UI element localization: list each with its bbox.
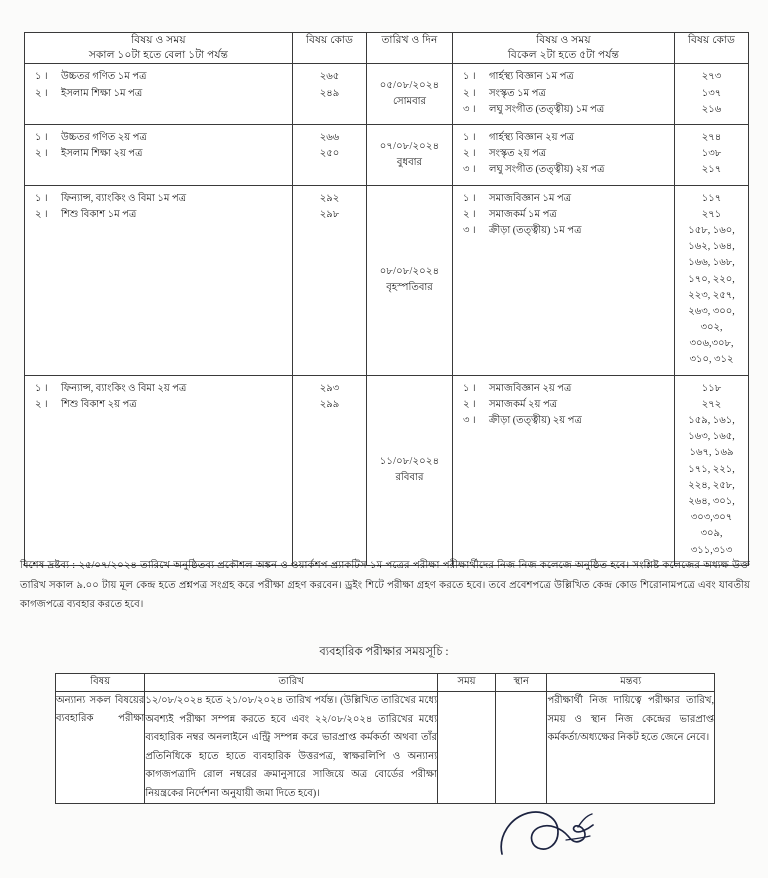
code-value: ২৭২ <box>701 398 722 410</box>
item-label: উচ্চতর গণিত ১ম পত্র <box>61 71 147 83</box>
table-row <box>25 64 749 125</box>
item-number: ২ । <box>463 148 476 160</box>
routine-table-container <box>24 32 748 566</box>
afternoon-subject-cell <box>453 185 675 375</box>
item-number: ২ । <box>463 87 476 99</box>
code-value: ১৬৩, ১৬৫, <box>688 431 735 443</box>
code-value: ২১৭ <box>701 164 722 176</box>
list-item <box>459 207 670 223</box>
list-item <box>459 102 670 118</box>
afternoon-subject-list <box>453 125 674 185</box>
morning-subject-cell <box>25 375 293 565</box>
code-value: ২৭৪ <box>701 132 722 143</box>
code-value: ২৭১ <box>701 208 722 220</box>
item-number: ৩ । <box>463 415 476 426</box>
morning-subject-cell <box>25 64 293 125</box>
date-cell <box>367 125 453 186</box>
morning-subject-list <box>25 376 292 419</box>
practical-column-header-date: তারিখ <box>145 674 438 692</box>
afternoon-code-cell <box>675 125 749 186</box>
item-number: ১ । <box>35 71 48 83</box>
code-value: ৩০৬,৩০৮, <box>689 338 734 350</box>
practical-remark-cell: পরীক্ষার্থী নিজ দায়িত্বে পরীক্ষার তারিখ, সময় ও স্থান নিজ কেন্দ্রের ভারপ্রাপ্ত কর্মকর্তা/অধ্যক্ষের নিকট হতে জেনে নেবে। <box>547 692 715 804</box>
code-value: ২৯২ <box>319 192 340 204</box>
morning-code-list <box>293 125 366 168</box>
item-label: লঘু সংগীত (তত্ত্বীয়) ২য় পত্র <box>489 164 605 176</box>
list-item <box>459 146 670 162</box>
afternoon-code-cell <box>675 64 749 125</box>
list-item <box>31 146 288 162</box>
afternoon-subject-list <box>453 376 674 436</box>
code-value: ২৬৩, ৩০০, <box>688 305 735 317</box>
exam-day: বুধবার <box>396 156 423 168</box>
item-label: সমাজকর্ম ১ম পত্র <box>489 208 557 220</box>
practical-exam-table <box>55 673 715 804</box>
afternoon-subject-list <box>453 64 674 124</box>
practical-date-cell: ১২/০৮/২০২৪ হতে ২১/০৮/২০২৪ তারিখ পর্যন্ত। (উল্লিখিত তারিখের মধ্যে অবশ্যই পরীক্ষা সম্পন্ন করতে হবে এবং ২২/০৮/২০২৪ তারিখের মধ্যে ব্যবহারিক নম্বর অনলাইনে এন্ট্রি সম্পন্ন করে ভারপ্রাপ্ত কর্মকর্তা অথবা তাঁর প্রতিনিধিকে হাতে হাতে ব্যবহারিক উত্তরপত্র, স্বাক্ষরলিপি ও অন্যান্য কাগজপত্রাদি রোল নম্বরের ক্রমানুসারে সাজিয়ে অত্র বোর্ডের পরীক্ষা নিয়ন্ত্রকের নির্দেশনা অনুযায়ী জমা দিতে হবে)। <box>145 692 438 804</box>
list-item <box>31 130 288 146</box>
table-row <box>56 692 715 804</box>
list-item <box>459 162 670 178</box>
item-number: ১ । <box>35 132 48 143</box>
code-value: ১৫৮, ১৬০, <box>688 224 735 236</box>
date-cell <box>367 375 453 565</box>
morning-code-cell <box>293 64 367 125</box>
practical-column-header-subject: বিষয় <box>56 674 145 692</box>
code-value: ২৯৮ <box>319 208 340 220</box>
afternoon-subject-cell <box>453 375 675 565</box>
item-label: ইসলাম শিক্ষা ১ম পত্র <box>61 87 143 99</box>
code-value: ২৬৫ <box>319 71 340 83</box>
morning-code-list <box>293 376 366 419</box>
afternoon-code-cell <box>675 185 749 375</box>
code-value: ৩১১,৩১৩ <box>690 544 733 556</box>
morning-header-line1: বিষয় ও সময় <box>131 35 186 46</box>
list-item <box>459 69 670 85</box>
code-value: ১৬৬, ১৬৮, <box>688 257 735 269</box>
item-number: ১ । <box>463 382 476 394</box>
list-item <box>31 191 288 207</box>
morning-subject-cell <box>25 125 293 186</box>
code-value: ৩০৯, <box>700 528 723 540</box>
exam-day: বৃহস্পতিবার <box>386 282 433 294</box>
list-item <box>31 207 288 223</box>
afternoon-subject-cell <box>453 64 675 125</box>
code-value: ২৬৪, ৩০১, <box>688 495 735 507</box>
column-header-date-day: তারিখ ও দিন <box>367 33 453 64</box>
item-number: ২ । <box>35 148 48 160</box>
code-value: ১১৭ <box>701 192 722 204</box>
code-value: ৩১০, ৩১২ <box>689 354 734 366</box>
exam-day: রবিবার <box>395 472 424 484</box>
item-label: সংস্কৃত ১ম পত্র <box>489 87 546 99</box>
item-label: ফিন্যান্স, ব্যাংকিং ও বিমা ২য় পত্র <box>61 382 187 394</box>
morning-code-cell <box>293 185 367 375</box>
afternoon-subject-list <box>453 186 674 246</box>
item-number: ২ । <box>463 398 476 410</box>
code-value: ২৭৩ <box>701 71 722 83</box>
afternoon-header-line2: বিকেল ২টা হতে ৫টা পর্যন্ত <box>507 50 620 62</box>
code-value: ২৬৬ <box>319 132 340 143</box>
routine-body <box>25 64 749 565</box>
item-label: লঘু সংগীত (তত্ত্বীয়) ১ম পত্র <box>489 103 605 115</box>
list-item <box>31 381 288 397</box>
date-cell <box>367 64 453 125</box>
column-header-afternoon-subject <box>453 33 675 64</box>
practical-column-header-remark: মন্তব্য <box>547 674 715 692</box>
special-note-paragraph: বিশেষ দ্রষ্টব্য : ২৫/০৭/২০২৪ তারিখে অনুষ্ঠিতব্য প্রকৌশল অঙ্কন ও ওয়ার্কশপ প্র্যাকটিস-১ম পত্রের পরীক্ষা পরীক্ষার্থীদের নিজ নিজ কলেজে অনুষ্ঠিত হবে। সংশ্লিষ্ট কলেজের অধ্যক্ষ উক্ত তারিখ সকাল ৯.০০ টায় মূল কেন্দ্র হতে প্রশ্নপত্র সংগ্রহ করে পরীক্ষা গ্রহণ করবেন। ড্রইং শিটে পরীক্ষা গ্রহণ করতে হবে। তবে প্রবেশপত্রে উল্লিখিত কেন্দ্র কোড শিরোনামপত্রে এবং যাবতীয় কাগজপত্রে ব্যবহার করতে হবে। <box>20 560 750 611</box>
afternoon-code-cell <box>675 375 749 565</box>
practical-column-header-time: সময় <box>437 674 495 692</box>
code-value: ২৫০ <box>319 148 340 160</box>
signature-scribble <box>496 796 636 866</box>
item-number: ১ । <box>463 192 476 204</box>
code-value: ১৫৯, ১৬১, <box>688 415 735 426</box>
afternoon-code-list <box>675 376 748 565</box>
item-label: সমাজবিজ্ঞান ২য় পত্র <box>489 382 572 394</box>
practical-schedule-title: ব্যবহারিক পরীক্ষার সময়সূচি : <box>319 646 449 658</box>
item-number: ৩ । <box>463 164 476 176</box>
table-row <box>25 185 749 375</box>
item-label: গার্হস্থ্য বিজ্ঞান ১ম পত্র <box>489 71 574 83</box>
item-label: সংস্কৃত ২য় পত্র <box>489 148 547 160</box>
afternoon-code-list <box>675 186 748 375</box>
code-value: ১১৮ <box>701 382 722 394</box>
list-item <box>31 397 288 413</box>
code-value: ২২৩, ২৫৭, <box>688 289 735 301</box>
code-value: ৩০২, <box>700 322 723 334</box>
afternoon-code-list <box>675 125 748 185</box>
list-item <box>31 69 288 85</box>
morning-subject-list <box>25 64 292 107</box>
practical-header-row <box>56 674 715 692</box>
item-number: ২ । <box>35 398 48 410</box>
column-header-morning-subject <box>25 33 293 64</box>
code-value: ১৬৭, ১৬৯ <box>689 447 734 459</box>
afternoon-subject-cell <box>453 125 675 186</box>
item-label: শিশু বিকাশ ২য় পত্র <box>61 398 137 410</box>
list-item <box>459 397 670 413</box>
item-label: সমাজকর্ম ২য় পত্র <box>489 398 558 410</box>
item-label: উচ্চতর গণিত ২য় পত্র <box>61 132 147 143</box>
item-label: ক্রীড়া (তত্ত্বীয়) ২য় পত্র <box>489 415 582 426</box>
exam-date: ০৮/০৮/২০২৪ <box>379 266 440 278</box>
exam-routine-table <box>24 32 749 566</box>
morning-subject-list <box>25 186 292 229</box>
item-number: ১ । <box>463 132 476 143</box>
item-number: ২ । <box>35 87 48 99</box>
code-value: ১৩৭ <box>701 87 722 99</box>
list-item <box>31 86 288 102</box>
item-label: শিশু বিকাশ ১ম পত্র <box>61 208 137 220</box>
column-header-subject-code-morning: বিষয় কোড <box>293 33 367 64</box>
list-item <box>459 130 670 146</box>
column-header-subject-code-afternoon: বিষয় কোড <box>675 33 749 64</box>
table-row <box>25 375 749 565</box>
item-number: ২ । <box>463 208 476 220</box>
practical-column-header-place: স্থান <box>496 674 547 692</box>
afternoon-code-list <box>675 64 748 124</box>
routine-header-row <box>25 33 749 64</box>
morning-subject-list <box>25 125 292 168</box>
exam-date: ১১/০৮/২০২৪ <box>379 456 440 468</box>
exam-date: ০৭/০৮/২০২৪ <box>379 140 440 152</box>
code-value: ১৭১, ২২১, <box>688 463 735 475</box>
item-label: ক্রীড়া (তত্ত্বীয়) ১ম পত্র <box>489 224 582 236</box>
code-value: ১৬২, ১৬৪, <box>688 241 735 253</box>
afternoon-header-line1: বিষয় ও সময় <box>536 35 591 46</box>
code-value: ২৯৩ <box>319 382 340 394</box>
item-number: ২ । <box>35 208 48 220</box>
morning-code-list <box>293 64 366 107</box>
practical-time-cell <box>437 692 495 804</box>
item-label: ফিন্যান্স, ব্যাংকিং ও বিমা ১ম পত্র <box>61 192 187 204</box>
code-value: ১৭০, ২২০, <box>688 273 735 285</box>
item-number: ১ । <box>35 382 48 394</box>
item-number: ১ । <box>35 192 48 204</box>
item-label: সমাজবিজ্ঞান ১ম পত্র <box>489 192 572 204</box>
list-item <box>459 191 670 207</box>
list-item <box>459 413 670 429</box>
morning-code-cell <box>293 375 367 565</box>
list-item <box>459 223 670 239</box>
code-value: ২৯৯ <box>319 398 340 410</box>
code-value: ২২৪, ২৫৮, <box>688 479 735 491</box>
list-item <box>459 381 670 397</box>
practical-subject-cell: অন্যান্য সকল বিষয়ের ব্যবহারিক পরীক্ষা <box>56 692 145 804</box>
practical-place-cell <box>496 692 547 804</box>
practical-table-container <box>55 673 715 804</box>
morning-header-line2: সকাল ১০টা হতে বেলা ১টা পর্যন্ত <box>88 50 229 62</box>
date-cell <box>367 185 453 375</box>
item-number: ১ । <box>463 71 476 83</box>
code-value: ৩০৩,৩০৭ <box>690 512 733 524</box>
item-label: ইসলাম শিক্ষা ২য় পত্র <box>61 148 143 160</box>
morning-subject-cell <box>25 185 293 375</box>
item-number: ৩ । <box>463 224 476 236</box>
list-item <box>459 86 670 102</box>
morning-code-cell <box>293 125 367 186</box>
item-number: ৩ । <box>463 103 476 115</box>
table-row <box>25 125 749 186</box>
exam-date: ০৫/০৮/২০২৪ <box>379 80 440 92</box>
item-label: গার্হস্থ্য বিজ্ঞান ২য় পত্র <box>489 132 575 143</box>
exam-day: সোমবার <box>392 96 427 108</box>
morning-code-list <box>293 186 366 229</box>
code-value: ২১৬ <box>701 103 722 115</box>
code-value: ২৪৯ <box>319 87 340 99</box>
code-value: ১৩৮ <box>701 148 722 160</box>
